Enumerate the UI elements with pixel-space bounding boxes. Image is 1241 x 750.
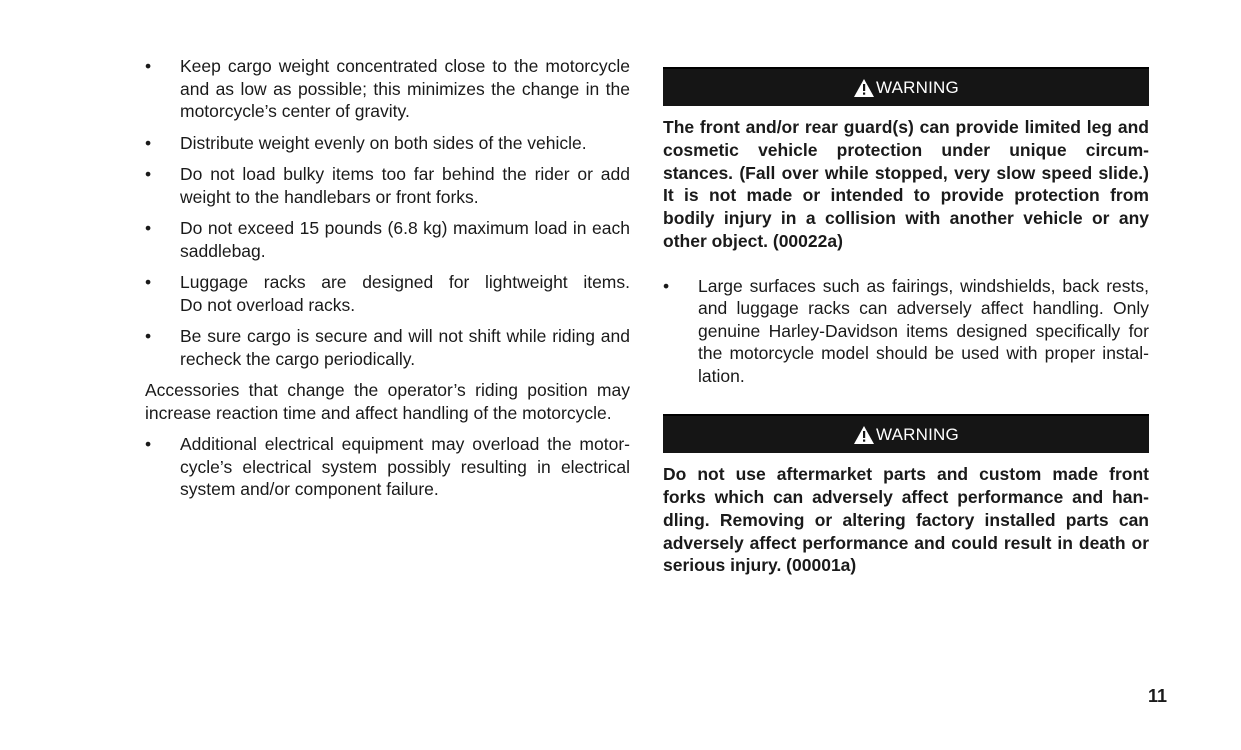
warning-text [663,463,1149,577]
text-line: Keep cargo weight concentrated close to the motorcycle [180,56,630,76]
bullet-item [145,217,630,262]
text-line: serious injury. (00001a) [663,555,857,576]
warning-block-guards [663,67,1149,253]
bullet-dot: • [145,132,152,153]
text-line: and as low as possible; this minimizes the change in the [180,78,630,99]
text-line: Additional electrical equipment may overload the motor- [180,434,630,454]
text-line: Luggage racks are designed for lightweight items. [180,272,630,292]
bullet-item [145,271,630,316]
bullet-dot: • [145,218,152,238]
accessories-paragraph: Accessories that change the operator’s riding position may increase reaction time and affect handling of the motorcycle. [145,380,630,423]
bullet-dot: • [145,434,152,454]
text-line: cosmetic vehicle protection under unique circum- [663,139,1149,160]
bullet-item [145,433,630,501]
text-line: Large surfaces such as fairings, windshields, back rests, [698,275,1149,296]
bullet-item [145,325,630,370]
warning-triangle-icon [853,425,875,445]
bullet-item [145,163,630,208]
bullet-item [145,55,630,123]
electrical-bullet-list [145,433,630,501]
warning-triangle-icon [853,78,875,98]
text-line: bodily injury in a collision with another vehicle or any [663,208,1149,229]
text-line: Distribute weight evenly on both sides of the vehicle. [180,132,587,153]
text-line: other object. (00022a) [663,230,843,251]
bullet-item [663,275,1149,388]
warning-banner [663,414,1149,453]
bullet-item [145,132,630,155]
text-line: Do not overload racks. [180,294,356,315]
warning-banner [663,67,1149,106]
left-column [145,55,630,510]
text-line: It is not made or intended to provide protection from [663,185,1149,206]
large-surfaces-bullet [663,275,1149,388]
text-line: Do not exceed 15 pounds (6.8 kg) maximum load in each [180,218,630,238]
text-line: recheck the cargo periodically. [180,348,416,369]
text-line: forks which can adversely affect performance and han- [663,487,1149,508]
text-line: adversely affect performance and could result in death or [663,532,1149,553]
right-column [663,67,1149,577]
text-line: lation. [698,365,745,386]
text-line: saddlebag. [180,240,266,261]
text-line: genuine Harley-Davidson items designed specifically for [698,320,1149,341]
cargo-bullet-list [145,55,630,370]
page-number: 11 [1148,686,1168,706]
bullet-dot: • [663,275,670,296]
warning-block-aftermarket [663,414,1149,577]
bullet-dot: • [145,56,152,76]
text-line: the motorcycle model should be used with proper instal- [698,343,1149,364]
text-line: Be sure cargo is secure and will not shift while riding and [180,326,630,346]
text-line: weight to the handlebars or front forks. [180,186,479,207]
text-line: and luggage racks can adversely affect handling. Only [698,298,1149,319]
text-line: system and/or component failure. [180,479,439,499]
text-line: Do not load bulky items too far behind the rider or add [180,164,630,184]
text-line: cycle’s electrical system possibly resulting in electrical [180,456,630,477]
text-line: motorcycle’s center of gravity. [180,101,410,121]
bullet-dot: • [145,164,152,184]
text-line: Do not use aftermarket parts and custom made front [663,464,1149,485]
warning-label: WARNING [876,77,959,97]
bullet-dot: • [145,326,152,346]
bullet-dot: • [145,272,152,292]
warning-text [663,116,1149,253]
text-line: stances. (Fall over while stopped, very slow speed slide.) [663,162,1149,183]
text-line: The front and/or rear guard(s) can provide limited leg and [663,117,1149,137]
text-line: dling. Removing or altering factory installed parts can [663,509,1149,530]
warning-label: WARNING [876,424,959,444]
